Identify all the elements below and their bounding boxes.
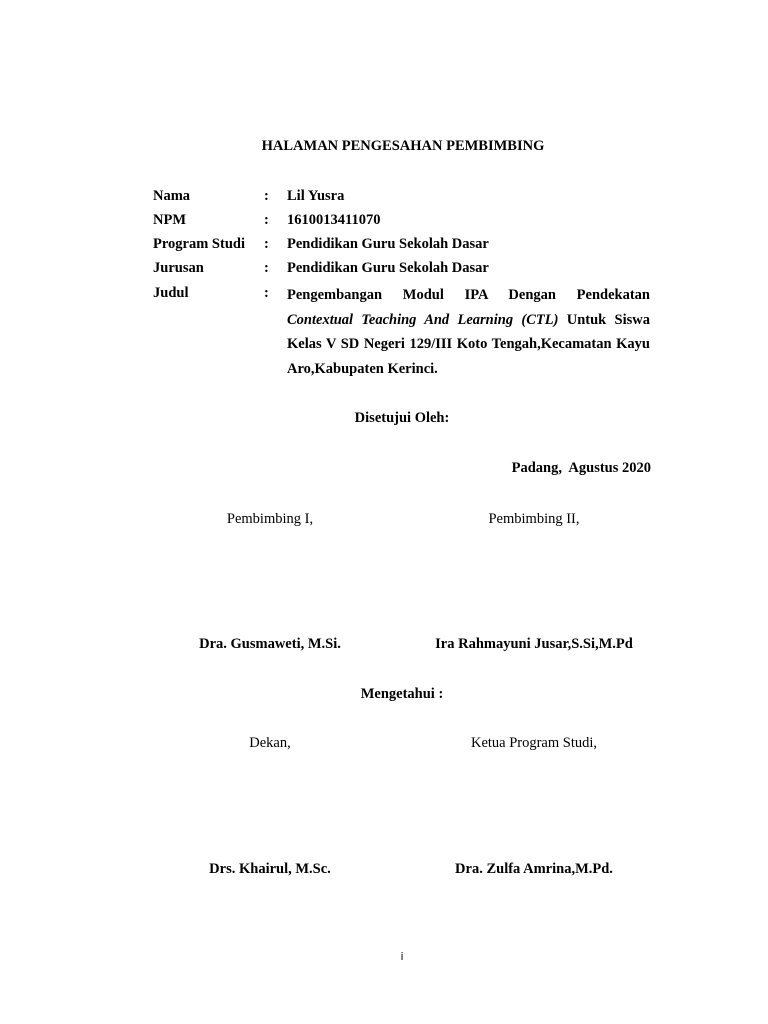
- field-label-judul: Judul: [153, 285, 189, 301]
- field-value-program-studi: Pendidikan Guru Sekolah Dasar: [287, 236, 489, 252]
- judul-text-italic: Contextual Teaching And Learning (CTL): [287, 311, 559, 328]
- page-title: HALAMAN PENGESAHAN PEMBIMBING: [261, 138, 545, 154]
- field-label-program-studi: Program Studi: [153, 236, 245, 252]
- field-label-nama: Nama: [153, 188, 191, 204]
- advisor-2-role: Pembimbing II,: [488, 511, 580, 527]
- field-value-npm: 1610013411070: [287, 212, 381, 228]
- dean-name: Drs. Khairul, M.Sc.: [209, 861, 331, 877]
- advisor-1-name: Dra. Gusmaweti, M.Si.: [199, 636, 341, 652]
- field-value-nama: Lil Yusra: [287, 188, 345, 204]
- field-value-jurusan: Pendidikan Guru Sekolah Dasar: [287, 260, 489, 276]
- advisor-2-name: Ira Rahmayuni Jusar,S.Si,M.Pd: [435, 636, 633, 652]
- field-colon: :: [264, 260, 269, 276]
- field-colon: :: [264, 236, 269, 252]
- field-label-jurusan: Jurusan: [153, 260, 204, 276]
- field-colon: :: [264, 188, 269, 204]
- approved-by-heading: Disetujui Oleh:: [354, 410, 450, 426]
- head-of-program-role: Ketua Program Studi,: [470, 735, 598, 751]
- field-label-npm: NPM: [153, 212, 187, 228]
- page-number: i: [400, 950, 404, 963]
- field-colon: :: [264, 285, 269, 301]
- judul-text-part3: Untuk Siswa Kelas V SD Negeri 129/III Koto Tengah,Kecamatan Kayu Aro,Kabupaten Kerinci.: [287, 311, 650, 378]
- field-colon: :: [264, 212, 269, 228]
- field-value-judul: [287, 283, 650, 382]
- advisor-1-role: Pembimbing I,: [226, 511, 314, 527]
- judul-text-part1: Pengembangan Modul IPA Dengan Pendekatan: [287, 287, 650, 303]
- acknowledged-heading: Mengetahui :: [360, 686, 444, 702]
- dean-role: Dekan,: [249, 735, 291, 751]
- head-of-program-name: Dra. Zulfa Amrina,M.Pd.: [455, 861, 613, 877]
- place-date: Padang, Agustus 2020: [511, 460, 651, 476]
